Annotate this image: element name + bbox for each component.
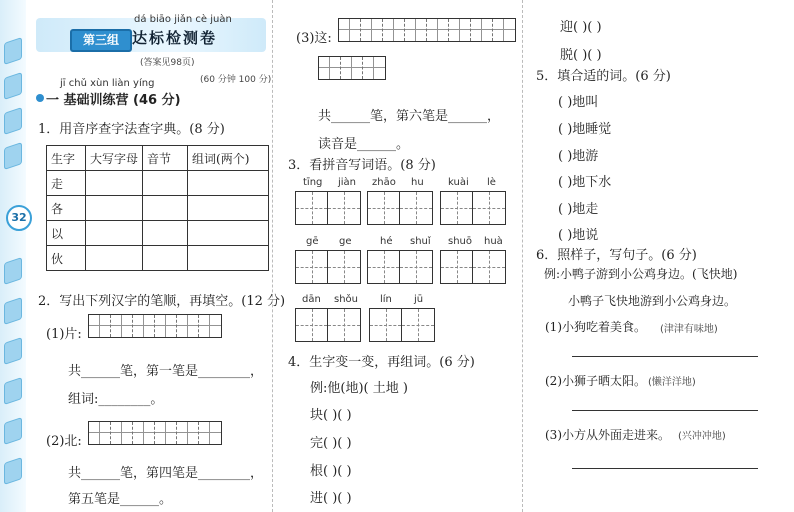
q1-table bbox=[46, 145, 269, 271]
q2b-line2: 第五笔是______。 bbox=[68, 492, 173, 507]
q2a-line2: 组词:________。 bbox=[68, 392, 164, 407]
q6-item: (1)小狗吃着美食。 bbox=[545, 320, 646, 334]
answer-cell[interactable] bbox=[143, 246, 188, 271]
q3-prompt: 3．看拼音写词语。(8 分) bbox=[288, 158, 436, 173]
q4-row[interactable]: 根( )( ) bbox=[310, 464, 352, 479]
table-header: 组词(两个) bbox=[188, 146, 269, 171]
section-pinyin: jī chǔ xùn liàn yíng bbox=[60, 78, 155, 89]
pinyin: lín bbox=[380, 294, 392, 305]
column-divider bbox=[272, 0, 273, 512]
page-title: 达标检测卷 bbox=[132, 29, 218, 47]
answer-cell[interactable] bbox=[86, 171, 143, 196]
word-box[interactable] bbox=[367, 191, 433, 225]
q2b-label: (2)北: bbox=[46, 434, 82, 449]
stroke-grid[interactable] bbox=[338, 18, 516, 42]
answer-cell[interactable] bbox=[188, 221, 269, 246]
answer-cell[interactable] bbox=[86, 246, 143, 271]
q2c-line2: 读音是______。 bbox=[318, 137, 410, 152]
pinyin: dān bbox=[302, 294, 321, 305]
answer-cell[interactable] bbox=[188, 246, 269, 271]
q2b-line1: 共______笔，第四笔是________， bbox=[68, 466, 264, 481]
q5-row[interactable]: ( )地说 bbox=[558, 228, 599, 243]
q4-row[interactable]: 进( )( ) bbox=[310, 491, 352, 506]
q6-example: 例:小鸭子游到小公鸡身边。(飞快地) bbox=[544, 267, 738, 281]
table-header: 音节 bbox=[143, 146, 188, 171]
pinyin: ge bbox=[339, 236, 352, 247]
stroke-grid[interactable] bbox=[88, 314, 222, 338]
q4-example: 例:他(地)( 土地 ) bbox=[310, 381, 408, 396]
q6-item: (2)小狮子晒太阳。 bbox=[545, 374, 646, 388]
column-divider bbox=[522, 0, 523, 512]
pinyin: huà bbox=[484, 236, 503, 247]
q4-row[interactable]: 块( )( ) bbox=[310, 408, 352, 423]
answer-cell[interactable] bbox=[86, 221, 143, 246]
answer-reference: (答案见98页) bbox=[140, 58, 195, 68]
table-header: 生字 bbox=[47, 146, 86, 171]
word-box[interactable] bbox=[295, 250, 361, 284]
table-cell: 以 bbox=[47, 221, 86, 246]
time-score: (60 分钟 100 分) bbox=[200, 75, 272, 85]
table-cell: 伙 bbox=[47, 246, 86, 271]
stroke-grid[interactable] bbox=[88, 421, 222, 445]
pinyin: hu bbox=[411, 177, 424, 188]
table-cell: 走 bbox=[47, 171, 86, 196]
pinyin: jiàn bbox=[338, 177, 357, 188]
word-box[interactable] bbox=[440, 250, 506, 284]
pinyin: lè bbox=[487, 177, 496, 188]
section-title: 一 基础训练营 (46 分) bbox=[46, 93, 181, 108]
q4-row[interactable]: 脱( )( ) bbox=[560, 48, 602, 63]
page-number: 32 bbox=[6, 205, 32, 231]
q6-hint: (兴冲冲地) bbox=[678, 431, 726, 442]
q6-hint: (懒洋洋地) bbox=[648, 377, 696, 388]
answer-line[interactable] bbox=[572, 356, 758, 357]
q4-row[interactable]: 迎( )( ) bbox=[560, 20, 602, 35]
word-box[interactable] bbox=[440, 191, 506, 225]
q2a-label: (1)片: bbox=[46, 327, 82, 342]
title-pinyin: dá biāo jiǎn cè juàn bbox=[134, 14, 232, 25]
q4-prompt: 4．生字变一变，再组词。(6 分) bbox=[288, 355, 475, 370]
q5-row[interactable]: ( )地下水 bbox=[558, 175, 612, 190]
q5-row[interactable]: ( )地走 bbox=[558, 202, 599, 217]
q5-row[interactable]: ( )地叫 bbox=[558, 95, 599, 110]
q2c-line1: 共______笔，第六笔是______， bbox=[318, 109, 501, 124]
q6-example-answer: 小鸭子飞快地游到小公鸡身边。 bbox=[568, 294, 737, 308]
table-header: 大写字母 bbox=[86, 146, 143, 171]
word-box[interactable] bbox=[367, 250, 433, 284]
answer-cell[interactable] bbox=[143, 171, 188, 196]
stroke-grid[interactable] bbox=[318, 56, 386, 80]
q1-prompt: 1．用音序查字法查字典。(8 分) bbox=[38, 122, 225, 137]
answer-cell[interactable] bbox=[143, 196, 188, 221]
pinyin: shuǐ bbox=[410, 236, 431, 247]
group-badge: 第三组 bbox=[70, 29, 132, 52]
pinyin: kuài bbox=[448, 177, 469, 188]
q5-row[interactable]: ( )地游 bbox=[558, 149, 599, 164]
word-box[interactable] bbox=[295, 308, 361, 342]
answer-cell[interactable] bbox=[188, 196, 269, 221]
answer-cell[interactable] bbox=[143, 221, 188, 246]
word-box[interactable] bbox=[369, 308, 435, 342]
pinyin: zhāo bbox=[372, 177, 396, 188]
answer-line[interactable] bbox=[572, 468, 758, 469]
word-box[interactable] bbox=[295, 191, 361, 225]
q2-prompt: 2．写出下列汉字的笔顺，再填空。(12 分) bbox=[38, 294, 286, 309]
q2a-line1: 共______笔，第一笔是________， bbox=[68, 364, 264, 379]
answer-line[interactable] bbox=[572, 410, 758, 411]
answer-cell[interactable] bbox=[188, 171, 269, 196]
answer-cell[interactable] bbox=[86, 196, 143, 221]
q4-row[interactable]: 完( )( ) bbox=[310, 436, 352, 451]
q6-hint: (津津有味地) bbox=[660, 324, 718, 335]
pinyin: tīng bbox=[303, 177, 323, 188]
pinyin: gē bbox=[306, 236, 319, 247]
pinyin: shuō bbox=[448, 236, 473, 247]
q2c-label: (3)这: bbox=[296, 31, 332, 46]
q6-item: (3)小方从外面走进来。 bbox=[545, 428, 670, 442]
section-bullet-icon bbox=[36, 94, 44, 102]
q5-prompt: 5．填合适的词。(6 分) bbox=[536, 69, 671, 84]
pinyin: shǒu bbox=[334, 294, 359, 305]
pinyin: jū bbox=[414, 294, 424, 305]
pinyin: hé bbox=[380, 236, 393, 247]
q5-row[interactable]: ( )地睡觉 bbox=[558, 122, 612, 137]
table-cell: 各 bbox=[47, 196, 86, 221]
q6-prompt: 6．照样子，写句子。(6 分) bbox=[536, 248, 697, 263]
